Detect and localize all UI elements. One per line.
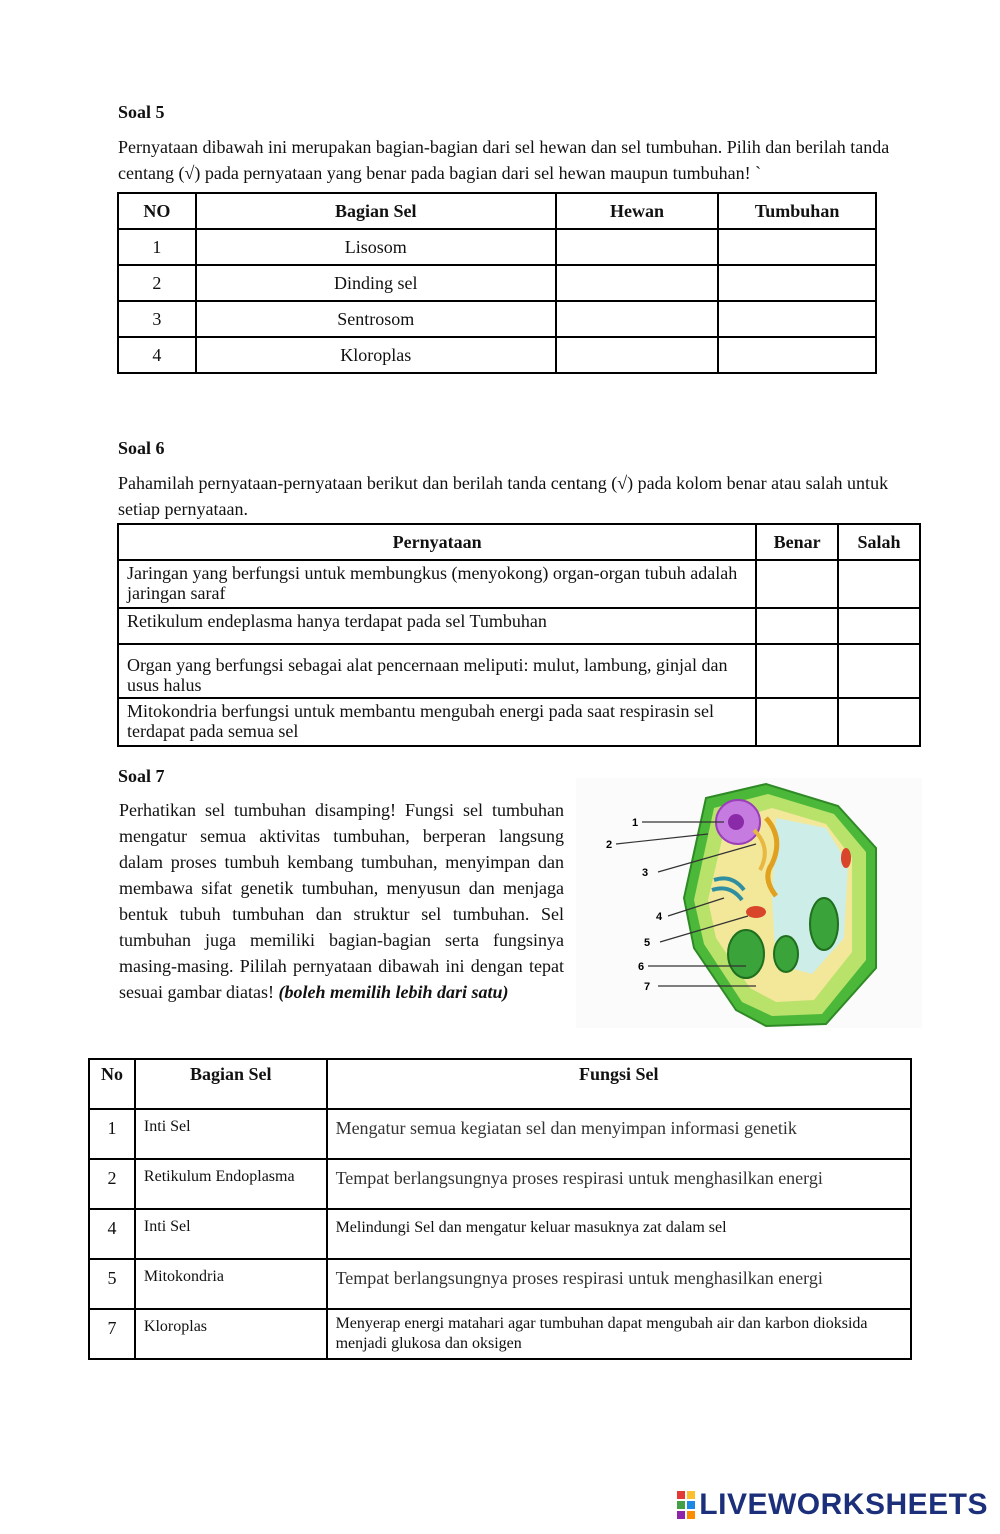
row-number: 7: [89, 1309, 135, 1359]
row-number: 4: [118, 337, 196, 373]
check-salah[interactable]: [838, 608, 920, 644]
check-tumbuhan[interactable]: [718, 301, 876, 337]
diagram-label-4: 4: [656, 911, 663, 923]
check-salah[interactable]: [838, 698, 920, 746]
statement: Mitokondria berfungsi untuk membantu mengubah energi pada saat respirasin sel terdapat pada semua sel: [118, 698, 756, 746]
header-bagian-sel: Bagian Sel: [135, 1059, 327, 1109]
table-row[interactable]: [89, 1109, 911, 1159]
cell-part: Kloroplas: [135, 1309, 327, 1359]
chloroplast-2: [810, 898, 838, 950]
plant-cell-diagram: [576, 778, 922, 1028]
header-salah: Salah: [838, 524, 920, 560]
check-hewan[interactable]: [556, 265, 719, 301]
check-hewan[interactable]: [556, 301, 719, 337]
diagram-label-3: 3: [642, 867, 649, 879]
diagram-label-7: 7: [644, 981, 651, 993]
check-benar[interactable]: [756, 608, 838, 644]
check-tumbuhan[interactable]: [718, 337, 876, 373]
header-pernyataan: Pernyataan: [118, 524, 756, 560]
header-benar: Benar: [756, 524, 838, 560]
check-tumbuhan[interactable]: [718, 265, 876, 301]
logo-icon: [677, 1491, 695, 1519]
table-row: [118, 560, 920, 608]
cell-part: Dinding sel: [196, 265, 556, 301]
diagram-label-6: 6: [638, 961, 645, 973]
liveworksheets-logo: [677, 1488, 988, 1522]
cell-function: Melindungi Sel dan mengatur keluar masuknya zat dalam sel: [327, 1209, 911, 1259]
diagram-label-1: 1: [632, 817, 639, 829]
chloroplast-3: [774, 936, 798, 972]
check-benar[interactable]: [756, 560, 838, 608]
cell-function: Menyerap energi matahari agar tumbuhan dapat mengubah air dan karbon dioksida menjadi glukosa dan oksigen: [327, 1309, 911, 1359]
soal6-title: Soal 6: [118, 438, 165, 458]
row-number: 2: [118, 265, 196, 301]
header-fungsi-sel: Fungsi Sel: [327, 1059, 911, 1109]
check-benar[interactable]: [756, 644, 838, 698]
nucleolus: [728, 814, 744, 830]
soal7-paragraph-text: Perhatikan sel tumbuhan disamping! Fungsi sel tumbuhan mengatur semua aktivitas tumbuhan, berperan langsung dalam proses tumbuh kembang tumbuhan, menyimpan dan membawa sifat genetik tumbuhan, menyusun dan menjaga bentuk tubuh tumbuhan dan struktur sel tumbuhan. Sel tumbuhan juga memiliki bagian-bagian serta fungsinya masing-masing. Pililah pernyataan dibawah ini dengan tepat sesuai gambar diatas!: [119, 800, 564, 1002]
chloroplast: [728, 930, 764, 978]
statement: Jaringan yang berfungsi untuk membungkus (menyokong) organ-organ tubuh adalah jaringan saraf: [118, 560, 756, 608]
cell-function: Mengatur semua kegiatan sel dan menyimpan informasi genetik: [327, 1109, 911, 1159]
cell-part: Inti Sel: [135, 1109, 327, 1159]
table-row: [118, 644, 920, 698]
table-row: [118, 698, 920, 746]
diagram-label-5: 5: [644, 937, 651, 949]
header-tumbuhan: Tumbuhan: [718, 193, 876, 229]
cell-part: Sentrosom: [196, 301, 556, 337]
table-row[interactable]: [89, 1209, 911, 1259]
soal7-title: Soal 7: [118, 766, 165, 786]
table-header-row: [89, 1059, 911, 1109]
soal7-table: [88, 1058, 912, 1360]
check-hewan[interactable]: [556, 337, 719, 373]
table-row[interactable]: [89, 1159, 911, 1209]
soal6-table: [117, 523, 921, 747]
check-salah[interactable]: [838, 644, 920, 698]
header-no: NO: [118, 193, 196, 229]
check-hewan[interactable]: [556, 229, 719, 265]
check-benar[interactable]: [756, 698, 838, 746]
statement: Retikulum endeplasma hanya terdapat pada sel Tumbuhan: [118, 608, 756, 644]
header-no: No: [89, 1059, 135, 1109]
header-hewan: Hewan: [556, 193, 719, 229]
cell-function: Tempat berlangsungnya proses respirasi untuk menghasilkan energi: [327, 1259, 911, 1309]
diagram-label-2: 2: [606, 839, 613, 851]
row-number: 5: [89, 1259, 135, 1309]
table-header-row: [118, 524, 920, 560]
cell-part: Retikulum Endoplasma: [135, 1159, 327, 1209]
cell-part: Lisosom: [196, 229, 556, 265]
table-row[interactable]: [89, 1309, 911, 1359]
soal6-instruction: Pahamilah pernyataan-pernyataan berikut dan berilah tanda centang (√) pada kolom benar atau salah untuk setiap pernyataan.: [118, 473, 889, 519]
table-row: [118, 301, 876, 337]
table-row: [118, 229, 876, 265]
statement: Organ yang berfungsi sebagai alat pencernaan meliputi: mulut, lambung, ginjal dan usus halus: [118, 644, 756, 698]
mitochondrion-2: [841, 848, 851, 868]
soal5-table: [117, 192, 877, 374]
check-tumbuhan[interactable]: [718, 229, 876, 265]
brand-text: LIVEWORKSHEETS: [699, 1488, 988, 1521]
cell-part: Inti Sel: [135, 1209, 327, 1259]
cell-part: Kloroplas: [196, 337, 556, 373]
soal5-instruction: Pernyataan dibawah ini merupakan bagian-bagian dari sel hewan dan sel tumbuhan. Pilih dan berilah tanda centang (√) pada pernyataan yang benar pada bagian dari sel hewan maupun tumbuhan! `: [118, 137, 890, 183]
cell-part: Mitokondria: [135, 1259, 327, 1309]
pointer-line-2: [616, 834, 708, 844]
check-salah[interactable]: [838, 560, 920, 608]
cell-function: Tempat berlangsungnya proses respirasi untuk menghasilkan energi: [327, 1159, 911, 1209]
table-row: [118, 337, 876, 373]
row-number: 1: [89, 1109, 135, 1159]
table-header-row: [118, 193, 876, 229]
table-row: [118, 608, 920, 644]
soal7-paragraph: [119, 797, 564, 1005]
plant-cell-illustration: [576, 778, 922, 1028]
header-bagian-sel: Bagian Sel: [196, 193, 556, 229]
row-number: 1: [118, 229, 196, 265]
row-number: 3: [118, 301, 196, 337]
soal7-paragraph-emphasis: (boleh memilih lebih dari satu): [278, 982, 509, 1002]
mitochondrion: [746, 906, 766, 918]
table-row: [118, 265, 876, 301]
table-row[interactable]: [89, 1259, 911, 1309]
soal5-title: Soal 5: [118, 102, 165, 122]
row-number: 4: [89, 1209, 135, 1259]
row-number: 2: [89, 1159, 135, 1209]
